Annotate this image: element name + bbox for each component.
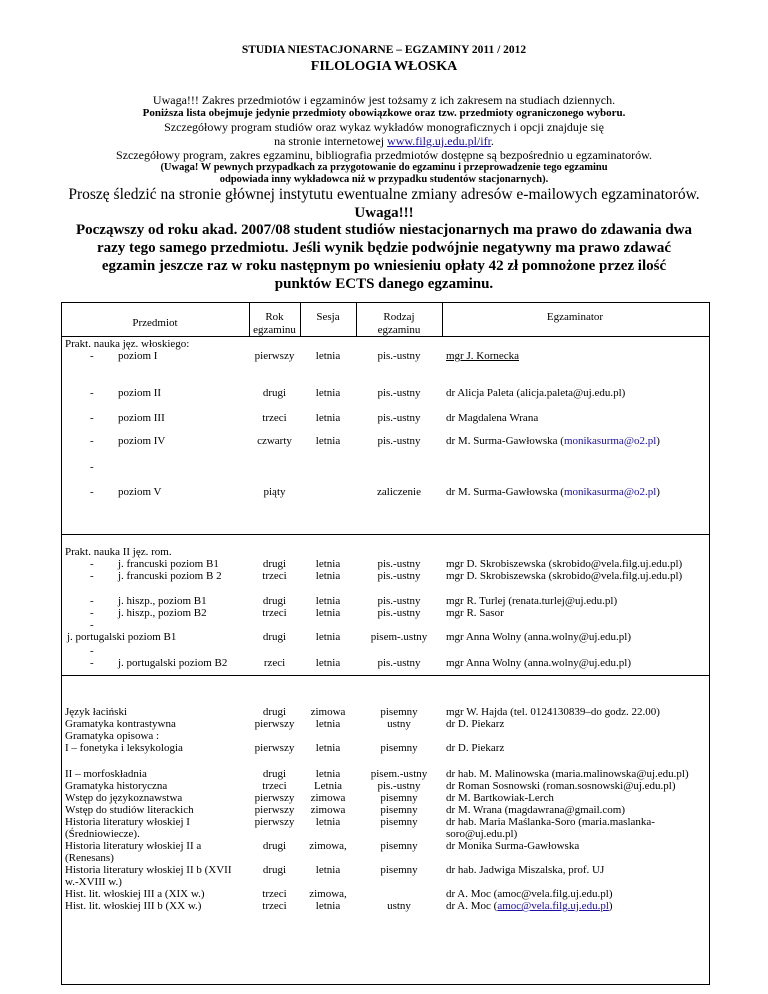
list-dash: - [90,412,94,424]
subject-name: j. hiszp., poziom B1 [118,595,207,607]
examiner: dr Roman Sosnowski (roman.sosnowski@uj.edu.pl) [446,780,676,792]
section-title-italian: Prakt. nauka jęz. włoskiego: [65,338,190,350]
exam-year: pierwszy [254,742,295,754]
subject-name: poziom I [118,350,158,362]
subject-name: j. francuski poziom B1 [118,558,219,570]
examiner-close: ) [656,486,660,498]
exam-session: zimowa, [309,840,347,852]
col-header-examiner: Egzaminator [546,311,604,323]
table-border [61,302,710,985]
examiner-name: dr M. Surma-Gawłowska ( [446,486,564,498]
list-dash: - [90,657,94,669]
notice-4-end: . [490,134,494,148]
exam-type: pis.-ustny [377,570,421,582]
examiner: dr hab. Jadwiga Miszalska, prof. UJ [446,864,605,876]
col-header-subject: Przedmiot [132,317,178,329]
notice-12: egzamin jeszcze raz w roku następnym po wniesieniu opłaty 42 zł pomnożone przez ilość [101,258,667,274]
subject-name: I – fonetyka i leksykologia [65,742,183,754]
notice-9: Uwaga!!! [354,205,414,221]
examiner: dr Magdalena Wrana [446,412,539,424]
exam-year: drugi [262,840,287,852]
exam-type: pis.-ustny [377,435,421,447]
subject-name: (Średniowiecze). [65,828,140,840]
examiner: dr D. Piekarz [446,742,505,754]
exam-session: zimowa [310,792,346,804]
exam-year: trzeci [262,900,287,912]
exam-year: trzeci [262,607,287,619]
section-divider-1 [61,534,709,535]
examiner-email-link[interactable]: monikasurma@o2.pl [563,486,657,498]
exam-session: letnia [315,657,341,669]
subject-name: w.-XVIII w.) [65,876,122,888]
list-dash: - [90,607,94,619]
examiner: dr M. Wrana (magdawrana@gmail.com) [446,804,626,816]
exam-year: pierwszy [254,350,295,362]
subject-name: Historia literatury włoskiej II a [65,840,202,852]
notice-4-text: na stronie internetowej [274,134,388,148]
exam-year: drugi [262,631,287,643]
exam-session: Letnia [313,780,343,792]
notice-11: razy tego samego przedmiotu. Jeśli wynik będzie podwójnie negatywny ma prawo zdawać [96,240,672,256]
notice-7: odpowiada inny wykładowca niż w przypadku studentów stacjonarnych). [219,174,549,185]
exam-type: ustny [387,718,411,730]
exam-session: letnia [315,816,341,828]
col-header-year [249,311,300,337]
examiner-close: ) [608,900,613,912]
subject-name: j. hiszp., poziom B2 [118,607,207,619]
examiner-close: ) [656,435,660,447]
subject-name: Hist. lit. włoskiej III a (XIX w.) [65,888,205,900]
list-dash: - [90,645,94,657]
exam-year: trzeci [262,888,287,900]
examiner: mgr Anna Wolny (anna.wolny@uj.edu.pl) [446,631,632,643]
examiner: mgr R. Sasor [446,607,504,619]
subject-name: Historia literatury włoskiej II b (XVII [65,864,232,876]
subject-name: Wstęp do językoznawstwa [65,792,183,804]
examiner [446,486,660,499]
examiner: mgr J. Kornecka [446,350,520,362]
examiner: dr hab. M. Malinowska (maria.malinowska@uj.edu.pl) [446,768,689,780]
col-header-type-1: Rodzaj [383,311,415,323]
subject-name: Hist. lit. włoskiej III b (XX w.) [65,900,202,912]
exam-year: trzeci [262,412,287,424]
exam-session: letnia [315,412,341,424]
exam-type: pisemny [380,706,418,718]
exam-type: pis.-ustny [377,387,421,399]
exam-type: pis.-ustny [377,657,421,669]
subject-name: (Renesans) [65,852,114,864]
examiner: dr hab. Maria Maślanka-Soro (maria.maslanka- [446,816,655,828]
subject-name: j. francuski poziom B 2 [118,570,222,582]
list-dash: - [90,570,94,582]
exam-year: drugi [262,387,287,399]
notice-13: punktów ECTS danego egzaminu. [274,276,494,292]
exam-session: letnia [315,570,341,582]
exam-type: pis.-ustny [377,350,421,362]
list-dash: - [90,558,94,570]
exam-session: letnia [315,435,341,447]
subject-name: Gramatyka kontrastywna [65,718,176,730]
examiner: dr M. Bartkowiak-Lerch [446,792,554,804]
exam-type: pisem-.ustny [370,631,428,643]
examiner-name: dr A. Moc ( [446,900,498,912]
examiner: mgr W. Hajda (tel. 0124130839–do godz. 22.00) [446,706,660,718]
exam-year: trzeci [262,570,287,582]
section-title-second-language: Prakt. nauka II jęz. rom. [65,546,172,558]
col-header-year-2: egzaminu [253,324,296,336]
exam-year: drugi [262,595,287,607]
exam-session: letnia [315,558,341,570]
exam-type: pisem.-ustny [370,768,428,780]
exam-session: letnia [315,631,341,643]
list-dash: - [90,387,94,399]
examiner [446,435,660,448]
exam-year: drugi [262,768,287,780]
exam-year: drugi [262,558,287,570]
list-dash: - [90,461,94,473]
section-divider-2 [61,675,709,676]
list-dash: - [90,435,94,447]
exam-type: zaliczenie [377,486,421,498]
exam-type: pis.-ustny [377,780,421,792]
examiner: dr Alicja Paleta (alicja.paleta@uj.edu.pl) [446,387,626,399]
col-header-type [356,311,442,337]
subject-name: j. portugalski poziom B1 [67,631,177,643]
subject-name: Gramatyka historyczna [65,780,168,792]
notice-1: Uwaga!!! Zakres przedmiotów i egzaminów jest tożsamy z ich zakresem na studiach dziennych. [152,93,616,107]
subject-name: Gramatyka opisowa : [65,730,160,742]
exam-type: pis.-ustny [377,595,421,607]
notice-3: Szczegółowy program studiów oraz wykaz wykładów monograficznych i opcji znajduje się [164,120,604,134]
examiner: mgr D. Skrobiszewska (skrobido@vela.filg.uj.edu.pl) [446,570,683,582]
notice-6: (Uwaga! W pewnych przypadkach za przygotowanie do egzaminu i przeprowadzenie tego egzaminu [160,162,608,173]
subject-name: Język łaciński [65,706,128,718]
exam-session: letnia [315,718,341,730]
subject-name: poziom IV [118,435,166,447]
examiner: mgr R. Turlej (renata.turlej@uj.edu.pl) [446,595,618,607]
exam-year: drugi [262,706,287,718]
subject-name: j. portugalski poziom B2 [118,657,228,669]
examiner-email-link[interactable]: amoc@vela.filg.uj.edu.pl [497,900,609,912]
exam-year: pierwszy [254,816,295,828]
list-dash: - [90,350,94,362]
subject-name: II – morfoskładnia [65,768,147,780]
header-line-2: FILOLOGIA WŁOSKA [310,59,458,74]
examiner-name: dr M. Surma-Gawłowska ( [446,435,564,447]
subject-name: poziom II [118,387,162,399]
exam-type: pisemny [380,864,418,876]
exam-year: czwarty [257,435,292,447]
examiner-email-link[interactable]: monikasurma@o2.pl [563,435,657,447]
exam-session: letnia [315,387,341,399]
examiner: dr Monika Surma-Gawłowska [446,840,580,852]
examiner: mgr Anna Wolny (anna.wolny@uj.edu.pl) [446,657,632,669]
exam-year: pierwszy [254,804,295,816]
exam-session: letnia [315,350,341,362]
list-dash: - [90,486,94,498]
examiner: dr D. Piekarz [446,718,505,730]
exam-session: zimowa, [309,888,347,900]
subject-name: poziom V [118,486,162,498]
col-header-session: Sesja [316,311,340,323]
exam-session: letnia [315,742,341,754]
subject-name: Wstęp do studiów literackich [65,804,194,816]
exam-year: trzeci [262,780,287,792]
col-header-year-1: Rok [265,311,284,323]
exam-type: pisemny [380,840,418,852]
examiner: mgr D. Skrobiszewska (skrobido@vela.filg.uj.edu.pl) [446,558,683,570]
notice-8: Proszę śledzić na stronie głównej instytutu ewentualne zmiany adresów e-mailowych egzaminatorów. [68,186,700,203]
exam-type: pisemny [380,742,418,754]
exam-session: zimowa [310,804,346,816]
exam-year: piąty [263,486,286,498]
notice-5: Szczegółowy program, zakres egzaminu, bibliografia przedmiotów dostępne są bezpośrednio u egzaminatorów. [115,148,653,162]
notice-4 [0,134,768,149]
col-header-type-2: egzaminu [377,324,421,336]
exam-year: rzeci [263,657,286,669]
examiner: dr A. Moc (amoc@vela.filg.uj.edu.pl) [446,888,613,900]
exam-session: zimowa [310,706,346,718]
list-dash: - [90,595,94,607]
exam-year: drugi [262,864,287,876]
exam-type: pis.-ustny [377,607,421,619]
exam-type: pis.-ustny [377,558,421,570]
exam-session: letnia [315,900,341,912]
examiner: soro@uj.edu.pl) [446,828,518,840]
exam-type: pisemny [380,816,418,828]
exam-type: ustny [387,900,411,912]
exam-year: pierwszy [254,792,295,804]
exam-type: pisemny [380,792,418,804]
exam-session: letnia [315,595,341,607]
subject-name: poziom III [118,412,165,424]
subject-name: Historia literatury włoskiej I [65,816,190,828]
exam-type: pisemny [380,804,418,816]
examiner [446,900,613,913]
exam-session: letnia [315,768,341,780]
exam-session: letnia [315,864,341,876]
notice-2: Poniższa lista obejmuje jedynie przedmioty obowiązkowe oraz tzw. przedmioty ograniczonego wyboru. [142,107,626,119]
exam-session: letnia [315,607,341,619]
notice-10: Począwszy od roku akad. 2007/08 student studiów niestacjonarnych ma prawo do zdawania dwa [75,222,693,238]
institute-website-link[interactable]: www.filg.uj.edu.pl/ifr [387,134,491,148]
exam-type: pis.-ustny [377,412,421,424]
exam-year: pierwszy [254,718,295,730]
header-line-1: STUDIA NIESTACJONARNE – EGZAMINY 2011 / 2012 [241,44,527,56]
list-dash: - [90,619,94,631]
